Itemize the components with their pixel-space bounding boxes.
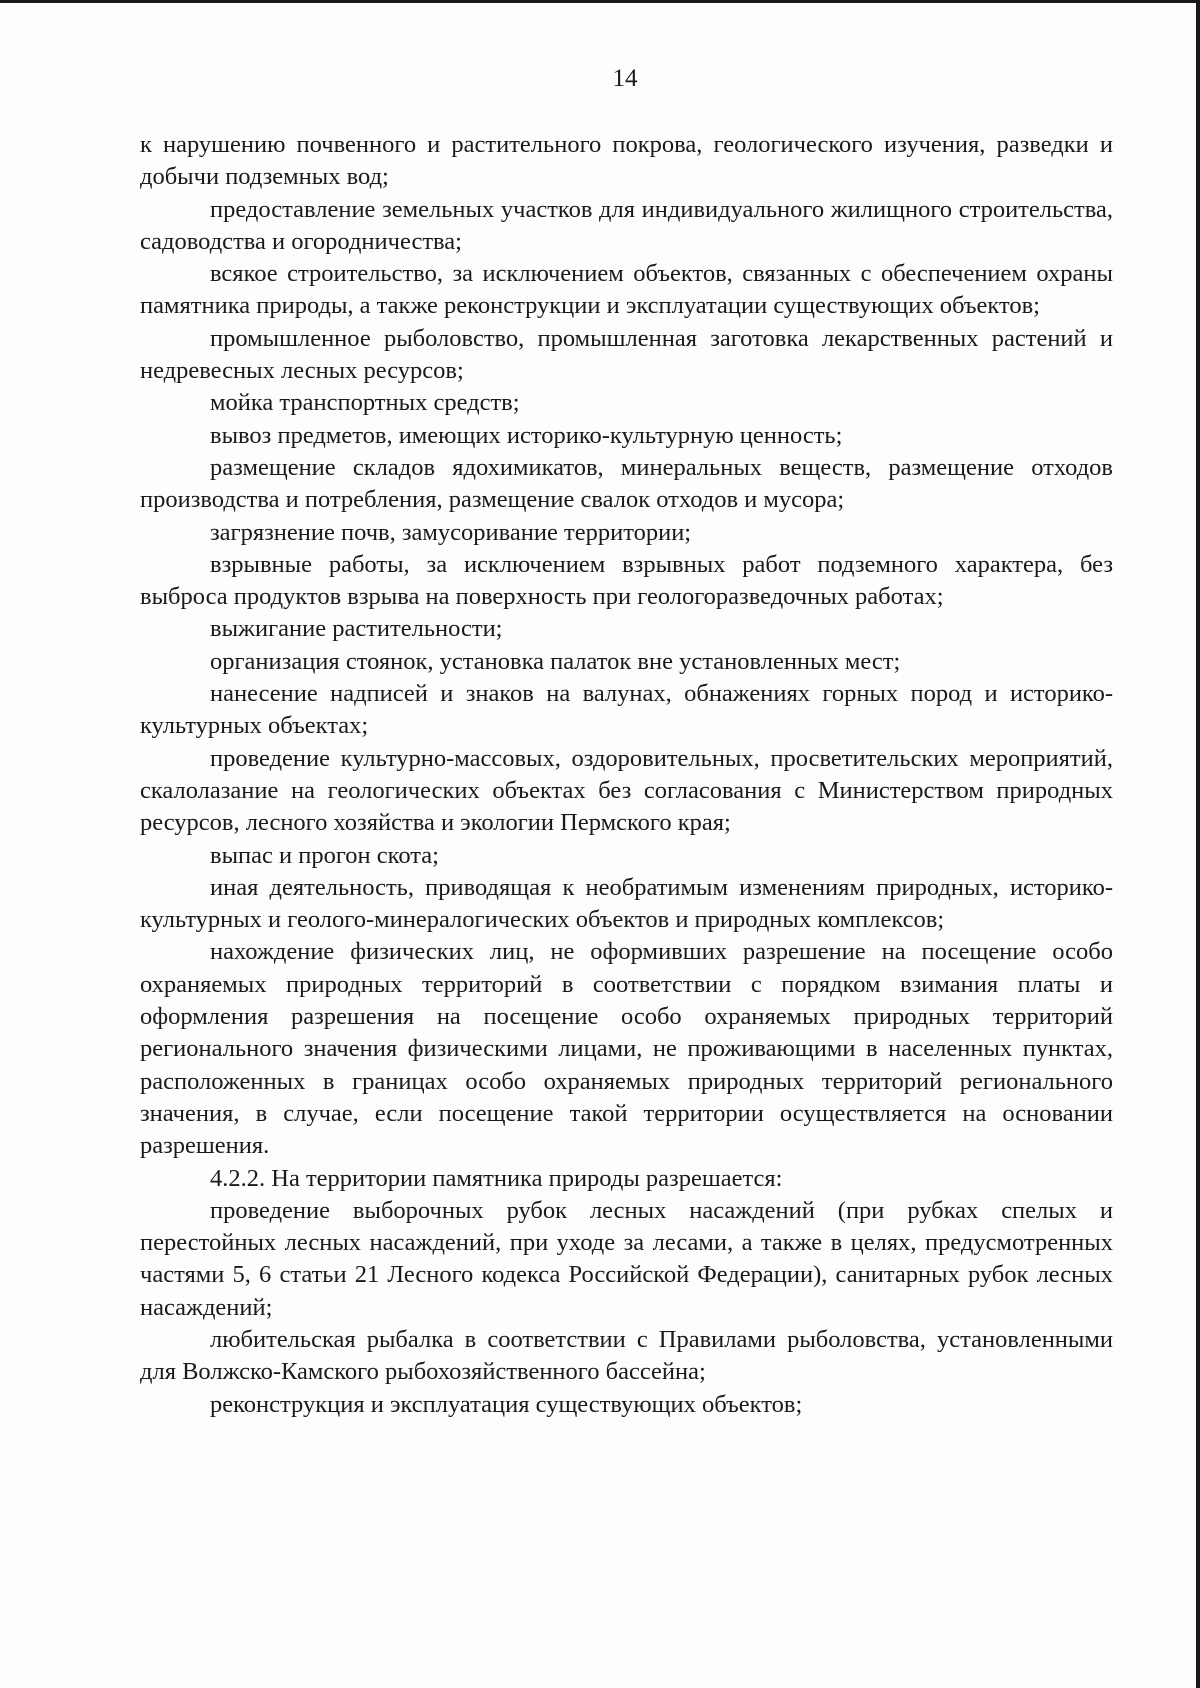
section-heading: 4.2.2. На территории памятника природы разрешается: [210, 1164, 783, 1192]
paragraph: выпас и прогон скота; [210, 841, 439, 869]
paragraph: выжигание растительности; [210, 615, 503, 643]
document-body [140, 129, 1113, 1421]
paragraph: любительская рыбалка в соответствии с Правилами рыболовства, установленными для Волжско-Камского рыбохозяйственного бассейна; [140, 1325, 1113, 1386]
paragraph: нахождение физических лиц, не оформивших разрешение на посещение особо охраняемых природных территорий в соответствии с порядком взимания платы и оформления разрешения на посещение особо охраняемых природных территорий регионального значения физическими лицами, не проживающими в населенных пунктах, расположенных в границах особо охраняемых природных территорий регионального значения, в случае, если посещение такой территории осуществляется на основании разрешения. [140, 938, 1113, 1160]
paragraph: проведение выборочных рубок лесных насаждений (при рубках спелых и перестойных лесных насаждений, при уходе за лесами, а также в целях, предусмотренных частями 5, 6 статьи 21 Лесного кодекса Российской Федерации), санитарных рубок лесных насаждений; [140, 1196, 1113, 1321]
paragraph: вывоз предметов, имеющих историко-культурную ценность; [210, 421, 843, 449]
paragraph: мойка транспортных средств; [210, 389, 520, 417]
paragraph: проведение культурно-массовых, оздоровительных, просветительских мероприятий, скалолазание на геологических объектах без согласования с Министерством природных ресурсов, лесного хозяйства и экологии Пермского края; [140, 744, 1113, 837]
paragraph: загрязнение почв, замусоривание территории; [210, 518, 692, 546]
page-number: 14 [612, 65, 638, 92]
paragraph: всякое строительство, за исключением объектов, связанных с обеспечением охраны памятника природы, а также реконструкции и эксплуатации существующих объектов; [140, 260, 1113, 320]
paragraph: промышленное рыболовство, промышленная заготовка лекарственных растений и недревесных лесных ресурсов; [140, 324, 1113, 385]
paragraph: реконструкция и эксплуатация существующих объектов; [210, 1390, 803, 1418]
paragraph: взрывные работы, за исключением взрывных работ подземного характера, без выброса продуктов взрыва на поверхность при геологоразведочных работах; [140, 550, 1113, 611]
paragraph: организация стоянок, установка палаток вне установленных мест; [210, 647, 901, 675]
paragraph: нанесение надписей и знаков на валунах, обнажениях горных пород и историко-культурных объектах; [140, 680, 1113, 740]
paragraph: к нарушению почвенного и растительного покрова, геологического изучения, разведки и добычи подземных вод; [140, 131, 1113, 191]
paragraph: размещение складов ядохимикатов, минеральных веществ, размещение отходов производства и потребления, размещение свалок отходов и мусора; [140, 453, 1113, 514]
paragraph: предоставление земельных участков для индивидуального жилищного строительства, садоводства и огородничества; [140, 195, 1113, 255]
paragraph: иная деятельность, приводящая к необратимым изменениям природных, историко-культурных и геолого-минералогических объектов и природных комплексов; [140, 873, 1113, 934]
